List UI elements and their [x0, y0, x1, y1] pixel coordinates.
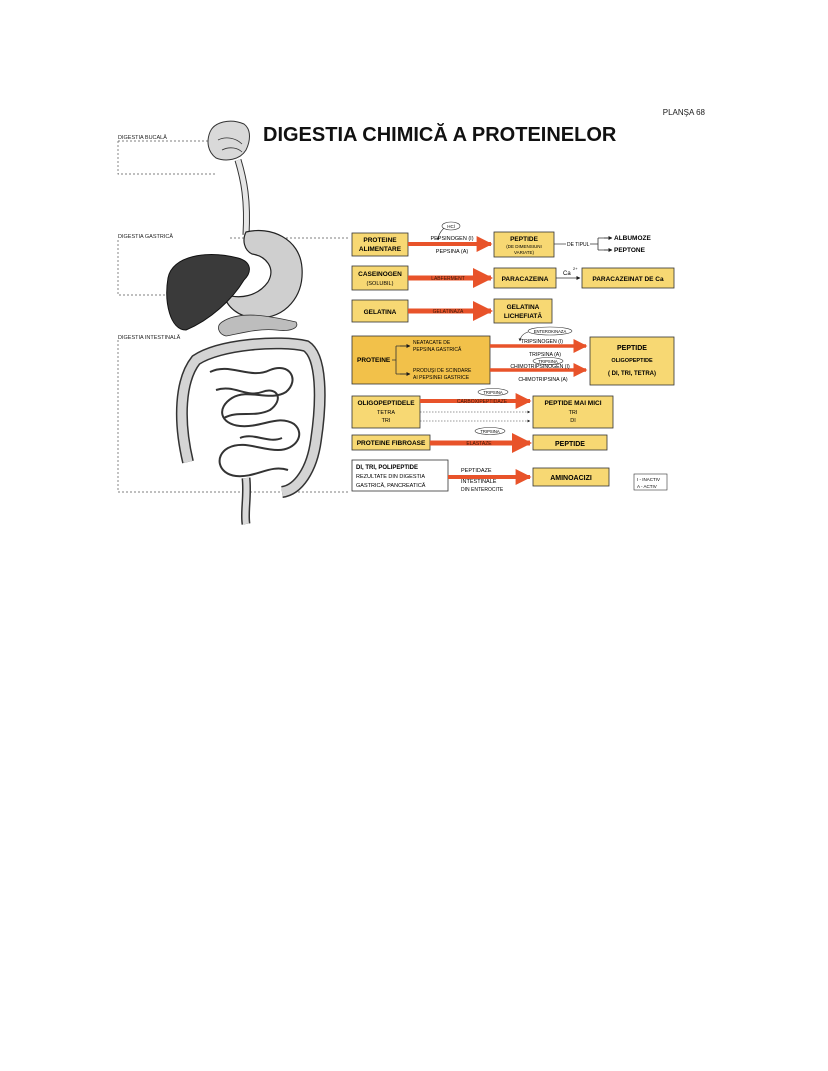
label-gelatina-l2: LICHEFIATĂ [503, 313, 543, 320]
enzyme-din-enterocite: DIN ENTEROCITE [461, 487, 504, 493]
label-tri-source: TRI [381, 418, 391, 424]
label-aminoacizi: AMINOACIZI [550, 475, 592, 482]
label-peptide-mai-mici: PEPTIDE MAI MICI [544, 400, 602, 407]
enzyme-peptidaze: PEPTIDAZE [461, 468, 492, 474]
label-proteine: PROTEINE [357, 357, 391, 364]
label-peptide-3: PEPTIDE [555, 441, 585, 448]
enzyme-tripsina: TRIPSINA (A) [529, 352, 561, 358]
label-proteine-fibroase: PROTEINE FIBROASE [356, 440, 426, 447]
row-caseinogen [352, 266, 674, 290]
enzyme-tripsinogen: TRIPSINOGEN (I) [520, 339, 564, 345]
hcl-label: HCl [447, 224, 455, 229]
branch-produsi-l2: AI PEPSINEI GASTRICE [413, 375, 470, 381]
label-oligopeptidele: OLIGOPEPTIDELE [357, 400, 415, 407]
branch-neatacate-l1: NEATACATE DE [413, 340, 451, 346]
legend-inactiv: I - INACTIV [637, 477, 661, 482]
label-tripsina-activator-1: TRIPSINA [538, 359, 558, 364]
label-polipeptide-l3: GASTRICĂ, PANCREATICĂ [356, 483, 426, 489]
branch-neatacate-l2: PEPSINA GASTRICĂ [413, 347, 462, 353]
legend-activ: A - ACTIV [637, 484, 657, 489]
row-proteine-alimentare [352, 222, 651, 257]
region-label-intestinal: DIGESTIA INTESTINALĂ [118, 335, 181, 341]
enzyme-pepsina: PEPSINA (A) [435, 249, 469, 255]
enzyme-chimotripsina: CHIMOTRIPSINA (A) [518, 377, 568, 383]
enzyme-labferment: LABFERMENT [431, 276, 465, 282]
page-title: DIGESTIA CHIMICĂ A PROTEINELOR [263, 124, 617, 146]
label-enterokinaza: ENTEROKINAZA [533, 329, 567, 334]
label-solubil: (SOLUBIL) [366, 281, 394, 287]
region-label-gastric: DIGESTIA GASTRICĂ [118, 234, 174, 240]
label-tri-target: TRI [568, 410, 578, 416]
region-label-bucal: DIGESTIA BUCALĂ [118, 135, 167, 141]
row-proteine-fibroase [352, 428, 607, 451]
row-polipeptide [352, 460, 609, 493]
ion-ca: Ca [563, 271, 571, 277]
row-oligopeptidele [352, 389, 613, 429]
enzyme-pepsinogen: PEPSINOGEN (I) [430, 236, 474, 242]
product-albumoze: ALBUMOZE [614, 235, 651, 242]
label-paracazeina: PARACAZEINA [501, 276, 549, 283]
enzyme-elastaze: ELASTAZE [466, 441, 492, 447]
label-polipeptide-l1: DI, TRI, POLIPEPTIDE [356, 465, 419, 471]
label-peptide: PEPTIDE [510, 236, 538, 243]
label-di-target: DI [570, 418, 576, 424]
label-gelatina-l1: GELATINA [506, 304, 540, 311]
branch-produsi-l1: PRODUŞI DE SCINDARE [413, 368, 472, 374]
label-de-tipul: DE TIPUL [567, 242, 590, 248]
label-tripsina-activator-2: TRIPSINA [483, 390, 503, 395]
label-paracazeinat: PARACAZEINAT DE Ca [592, 276, 664, 283]
enzyme-intestinale: INTESTINALE [461, 479, 497, 485]
label-tetra: TETRA [376, 410, 396, 416]
label-peptide-sub1: (DE DIMENSIUNI [506, 244, 542, 249]
label-di-tri-tetra: ( DI, TRI, TETRA) [608, 371, 656, 377]
plate-label: PLANŞA 68 [662, 108, 705, 117]
legend [634, 474, 667, 490]
enzyme-gelatinaza: GELATINAZA [432, 309, 464, 315]
label-caseinogen: CASEINOGEN [358, 271, 402, 278]
label-peptide-sub2: VARIATE) [513, 250, 535, 255]
digestive-system-illustration [167, 121, 320, 524]
row-proteine-intestinal [352, 327, 674, 385]
label-tripsina-activator-3: TRIPSINA [480, 429, 500, 434]
label-polipeptide-l2: REZULTATE DIN DIGESTIA [356, 474, 426, 480]
label-peptide-2: PEPTIDE [617, 345, 647, 352]
ion-ca-charge: 2+ [573, 266, 578, 271]
row-gelatina [352, 299, 552, 323]
product-peptone: PEPTONE [614, 247, 645, 254]
label-gelatina: GELATINA [363, 309, 397, 316]
label-oligopeptide: OLIGOPEPTIDE [611, 358, 653, 364]
enzyme-carboxipeptidaze: CARBOXIPEPTIDAZE [456, 399, 508, 405]
label-proteine-alimentare-l2: ALIMENTARE [358, 246, 402, 253]
enzyme-chimotripsinogen: CHIMOTRIPSINOGEN (I) [510, 364, 570, 370]
label-proteine-alimentare-l1: PROTEINE [363, 237, 397, 244]
